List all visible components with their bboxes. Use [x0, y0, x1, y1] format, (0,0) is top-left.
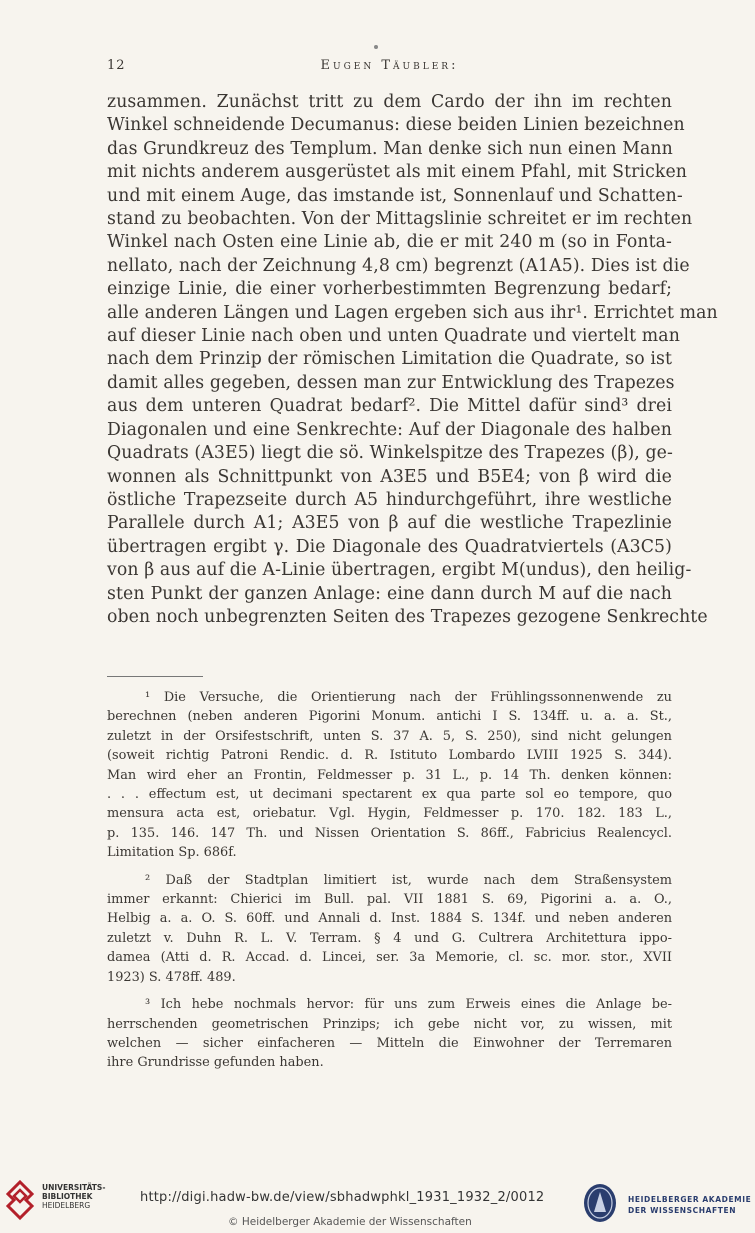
footnote-line: ihre Grundrisse gefunden haben.: [107, 1055, 324, 1071]
footnote-3: [107, 995, 672, 1073]
body-line: von β aus auf die A-Linie übertragen, ergibt M(undus), den heilig-: [107, 560, 692, 581]
running-title: Eugen Täubler:: [320, 58, 459, 73]
footnote-line: (soweit richtig Patroni Rendic. d. R. Istituto Lombardo LVIII 1925 S. 344).: [107, 748, 672, 764]
body-line: wonnen als Schnittpunkt von A3E5 und B5E4; von β wird die: [107, 466, 672, 487]
body-line: mit nichts anderem ausgerüstet als mit einem Pfahl, mit Stricken: [107, 162, 688, 183]
body-line: das Grundkreuz des Templum. Man denke sich nun einen Mann: [107, 138, 673, 159]
footnote-line: Man wird eher an Frontin, Feldmesser p. 31 L., p. 14 Th. denken können:: [107, 767, 672, 783]
source-url-link[interactable]: http://digi.hadw-bw.de/view/sbhadwphkl_1931_1932_2/0012: [140, 1190, 545, 1205]
body-line: Quadrats (A3E5) liegt die sö. Winkelspitze des Trapezes (β), ge-: [107, 443, 673, 464]
body-line: Diagonalen und eine Senkrechte: Auf der Diagonale des halben: [107, 419, 672, 440]
academy-line-2: DER WISSENSCHAFTEN: [628, 1206, 737, 1215]
library-line-1: UNIVERSITÄTS-: [42, 1183, 106, 1192]
copyright-notice: © Heidelberger Akademie der Wissenschaften: [228, 1216, 472, 1228]
footnote-line: . . . effectum est, ut decimani spectarent ex qua parte sol eo tempore, quo: [107, 787, 672, 803]
body-line: stand zu beobachten. Von der Mittagslinie schreitet er im rechten: [107, 209, 693, 230]
footnote-line: herrschenden geometrischen Prinzips; ich gebe nicht vor, zu wissen, mit: [107, 1016, 672, 1032]
body-line: damit alles gegeben, dessen man zur Entwicklung des Trapezes: [107, 372, 675, 393]
body-line: übertragen ergibt γ. Die Diagonale des Quadratviertels (A3C5): [107, 536, 672, 557]
footnote-line: welchen — sicher einfacheren — Mitteln die Einwohner der Terremaren: [107, 1035, 672, 1051]
body-line: nellato, nach der Zeichnung 4,8 cm) begrenzt (A1A5). Dies ist die: [107, 255, 690, 276]
body-line: einzige Linie, die einer vorherbestimmten Begrenzung bedarf;: [107, 279, 672, 300]
footnotes: [107, 688, 672, 1073]
body-line: östliche Trapezseite durch A5 hindurchgeführt, ihre westliche: [107, 489, 672, 510]
footnote-1: [107, 688, 672, 863]
body-line: oben noch unbegrenzten Seiten des Trapezes gezogene Senkrechte: [107, 606, 708, 627]
footnote-line: 1923) S. 478ff. 489.: [107, 969, 236, 985]
body-line: auf dieser Linie nach oben und unten Quadrate und viertelt man: [107, 326, 680, 347]
page-number: 12: [107, 58, 126, 73]
footnote-line: mensura acta est, oriebatur. Vgl. Hygin, Feldmesser p. 170. 182. 183 L.,: [107, 806, 672, 822]
footnote-line: ² Daß der Stadtplan limitiert ist, wurde nach dem Straßensystem: [145, 872, 672, 888]
body-line: nach dem Prinzip der römischen Limitation die Quadrate, so ist: [107, 349, 672, 370]
footnote-line: ¹ Die Versuche, die Orientierung nach der Frühlingssonnenwende zu: [145, 690, 672, 705]
footnote-line: zuletzt v. Duhn R. L. V. Terram. § 4 und G. Cultrera Architettura ippo-: [107, 930, 672, 946]
body-text: [107, 91, 718, 629]
footnote-rule: [107, 676, 203, 677]
footnote-line: zuletzt in der Orsifestschrift, unten S. 37 A. 5, S. 250), sind nicht gelungen: [107, 728, 672, 744]
body-line: und mit einem Auge, das imstande ist, Sonnenlauf und Schatten-: [107, 185, 683, 206]
footnote-2: [107, 871, 672, 987]
body-line: sten Punkt der ganzen Anlage: eine dann durch M auf die nach: [107, 583, 672, 604]
library-name: [42, 1183, 105, 1210]
footnote-line: berechnen (neben anderen Pigorini Monum. antichi I S. 134ff. u. a. a. St.,: [107, 709, 672, 725]
academy-name: [628, 1194, 751, 1216]
library-line-3: HEIDELBERG: [42, 1201, 91, 1210]
body-line: Winkel nach Osten eine Linie ab, die er mit 240 m (so in Fonta-: [107, 232, 672, 253]
running-head: [107, 58, 672, 80]
footer-bar: [0, 1168, 755, 1233]
body-line: Winkel schneidende Decumanus: diese beiden Linien bezeichnen: [107, 115, 685, 136]
footnote-line: damea (Atti d. R. Accad. d. Lincei, ser. 3a Memorie, cl. sc. mor. stor., XVII: [107, 950, 672, 966]
footnote-line: Limitation Sp. 686f.: [107, 845, 237, 861]
academy-line-1: HEIDELBERGER AKADEMIE: [628, 1195, 752, 1204]
body-line: aus dem unteren Quadrat bedarf². Die Mittel dafür sind³ drei: [107, 396, 672, 417]
footnote-line: ³ Ich hebe nochmals hervor: für uns zum Erweis eines die Anlage be-: [145, 997, 672, 1013]
library-line-2: BIBLIOTHEK: [42, 1192, 93, 1201]
ub-heidelberg-logo-icon: [6, 1180, 34, 1224]
footnote-line: immer erkannt: Chierici im Bull. pal. VII 1881 S. 69, Pigorini a. a. O.,: [107, 892, 672, 908]
footnote-line: Helbig a. a. O. S. 60ff. und Annali d. Inst. 1884 S. 134f. und neben anderen: [107, 911, 672, 927]
body-line: zusammen. Zunächst tritt zu dem Cardo der ihn im rechten: [107, 92, 672, 112]
body-line: Parallele durch A1; A3E5 von β auf die westliche Trapezlinie: [107, 513, 672, 534]
page-mark: [374, 45, 378, 49]
body-line: alle anderen Längen und Lagen ergeben sich aus ihr¹. Errichtet man: [107, 302, 718, 323]
footnote-line: p. 135. 146. 147 Th. und Nissen Orientation S. 86ff., Fabricius Realencycl.: [107, 825, 672, 841]
academy-seal-icon: [582, 1182, 618, 1224]
